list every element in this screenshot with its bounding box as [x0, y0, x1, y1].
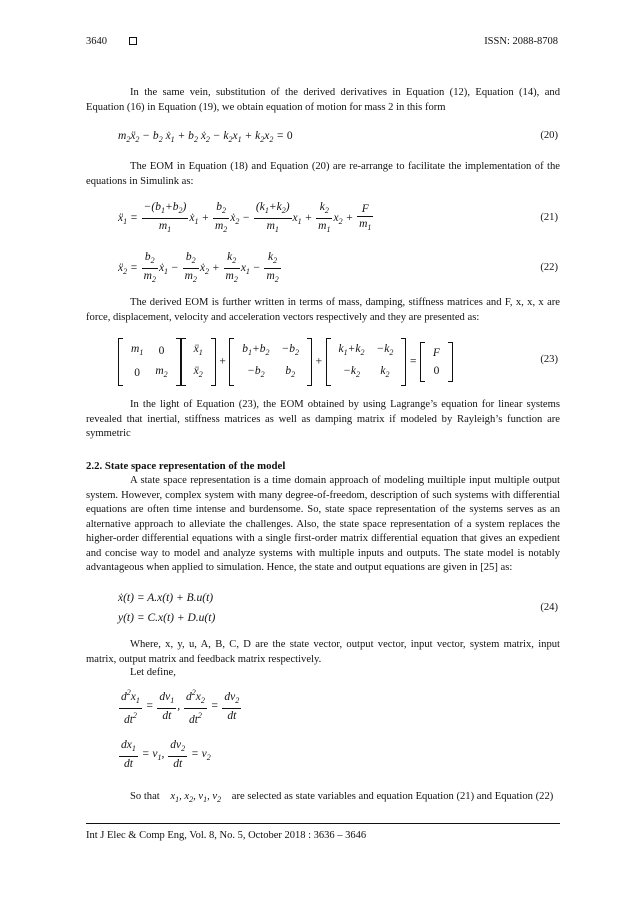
- state-variables: $x_1$, $x_2$, $v_1$, $v_2$: [170, 791, 222, 804]
- section-heading: 2.2. State space representation of the model: [86, 460, 286, 472]
- paragraph-2: The EOM in Equation (18) and Equation (20) are re-arrange to facilitate the implementation of the equations in Simulink as:: [86, 161, 560, 187]
- equation-define-accel: $\frac{d^2x_1}{dt^2}$ = $\frac{dv_1}{dt}$ , $\frac{d^2x_2}{dt^2}$ = $\frac{dv_2}{dt}$: [121, 688, 240, 726]
- paragraph-8: [86, 790, 560, 808]
- paragraph-5: A state space representation is a time domain approach of modeling muiltiple input multiple output system. However, complex system with many degree-of-freedom, description of such systems with differential equations are often time intense and burdensome. So, state space representation of the systems serves as an alternative approach to alleviate the challenges. Also, the state space representation of a system replaces the higher-order differential equations with a single first-order matrix differential equation that gives an expedient and concise way to model and analyze systems with multiple inputs and outputs. The state model is notably advantageous when applied to simulation. Hence, the state and output equations are given in [25] as:: [86, 475, 560, 573]
- paragraph-1: In the same vein, substitution of the derived derivatives in Equation (12), Equation (14), and Equation (16) in Equation (19), we obtain equation of motion for mass 2 in this form: [86, 87, 560, 113]
- equation-21: $ẍ_1$ = $\frac{-(b_1+b_2)}{m_1}$ $ẋ_1$ + $\frac{b_2}{m_2}$ $ẋ_2$ − $\frac{(k_1+k_2)}{m_1}$ $x_1$ + $\frac{k_2}{m_1}$ $x_2$ + $\frac{F}{m_1}$ (21): [118, 201, 558, 234]
- equation-number-20: (20): [540, 130, 558, 141]
- paragraph-8-end: are selected as state variables and equation Equation (21) and Equation (22): [231, 791, 554, 802]
- paragraph-8-start: So that: [130, 791, 160, 802]
- equation-number-21: (21): [540, 212, 558, 223]
- equation-22: $ẍ_2$ = $\frac{b_2}{m_2}$ $ẋ_1$ − $\frac{b_2}{m_2}$ $ẋ_2$ + $\frac{k_2}{m_2}$ $x_1$ − $\frac{k_2}{m_2}$ (22): [118, 251, 558, 284]
- equation-number-23: (23): [540, 354, 558, 365]
- header-square-icon: [129, 37, 137, 45]
- paragraph-6: Where, x, y, u, A, B, C, D are the state vector, output vector, input vector, system matrix, input matrix, output matrix and feedback matrix respectively.: [86, 639, 560, 665]
- equation-define-vel: $\frac{dx_1}{dt}$ = $v_1$, $\frac{dv_2}{dt}$ = $v_2$: [121, 739, 211, 770]
- paragraph-3: The derived EOM is further written in terms of mass, damping, stiffness matrices and F, x, x, x are force, displacement, velocity and acceleration vectors respectively and they are presented as:: [86, 297, 560, 323]
- paragraph-4: In the light of Equation (23), the EOM obtained by using Lagrange’s equation for linear systems revealed that inertial, stiffness matrices as well as damping matrix if modeled by Rayleigh’s function are symmetric: [86, 399, 560, 439]
- footer-citation: Int J Elec & Comp Eng, Vol. 8, No. 5, October 2018 : 3636 – 3646: [86, 830, 367, 841]
- journal-issn: ISSN: 2088-8708: [484, 36, 558, 47]
- equation-number-24: (24): [540, 602, 558, 613]
- footer-rule: [86, 823, 560, 824]
- equation-24: ẋ(t) = A.x(t) + B.u(t) y(t) = C.x(t) + D.u(t) (24): [118, 592, 558, 624]
- page-number: 3640: [86, 36, 137, 47]
- paragraph-7: Let define,: [130, 667, 176, 678]
- equation-number-22: (22): [540, 262, 558, 273]
- equation-23: $m_1$ 0 0 $m_2$ $ẍ_1$ $ẍ_2$ + $b_1+b_2$ $-b_2$ $-b_2$ $b_2$ + $k_1+k_2$ $-k_2$ $-k_2$ $k_2$ = F 0 (23): [0, 336, 638, 386]
